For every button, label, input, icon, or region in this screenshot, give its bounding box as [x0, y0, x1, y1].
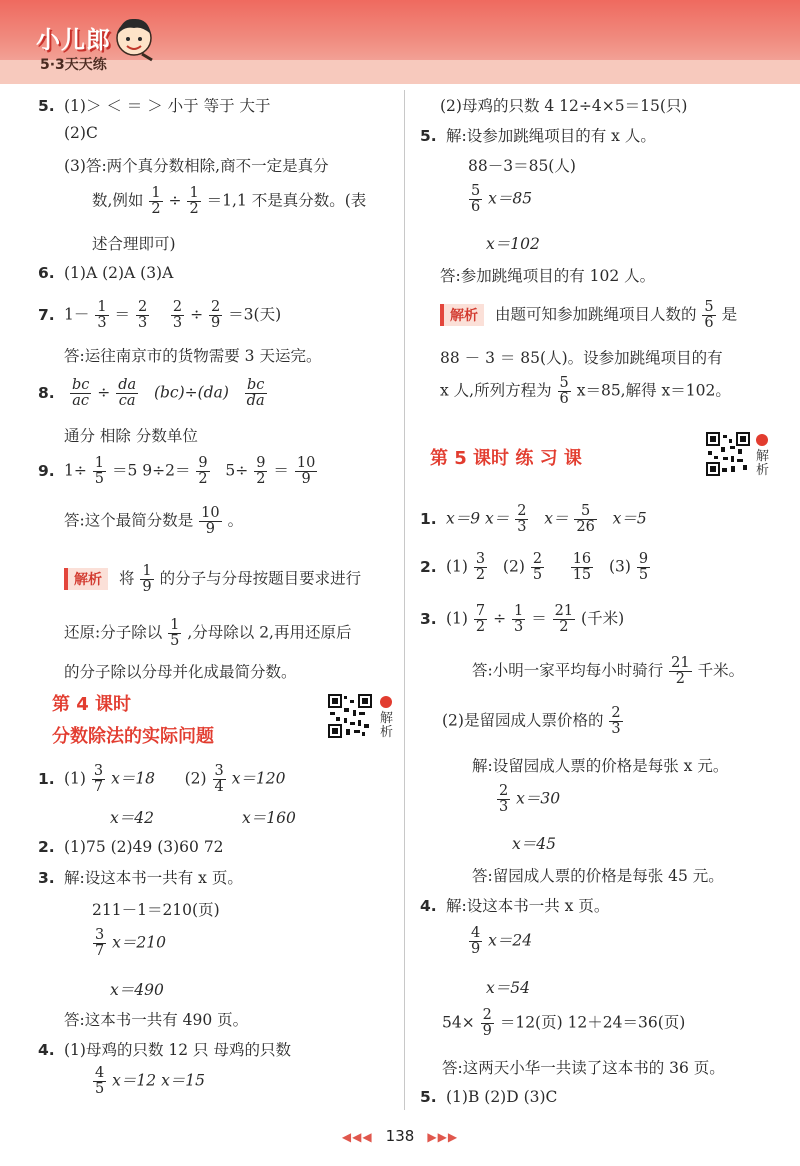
s5-q2-line: 2. (1) $\frac{3}{2}$ (2) $\frac{2}{5}$ $\frac{16}{15}$ (3) $\frac{9}{5}$	[420, 551, 649, 584]
fraction: $\frac{5}{6}$	[704, 299, 714, 332]
fraction: $\frac{1}{3}$	[514, 603, 524, 636]
fraction: $\frac{2}{3}$	[172, 299, 183, 332]
fraction: $\frac{4}{5}$	[95, 1065, 105, 1098]
r-q5-line4: x＝102	[486, 235, 540, 253]
fraction: $\frac{1}{5}$	[170, 617, 180, 650]
fraction: $\frac{5}{6}$	[471, 183, 481, 216]
page-number: 138	[385, 1127, 415, 1145]
s4-q3-line4: x＝490	[110, 981, 164, 999]
qr-label: 解 析	[756, 449, 770, 479]
fraction: $\frac{bc}{da}$	[246, 377, 265, 410]
fraction: $\frac{1}{2}$	[189, 185, 199, 218]
s5-q4-result: x＝54	[486, 979, 530, 997]
s5-q3-answer: 答:小明一家平均每小时骑行 $\frac{21}{2}$ 千米。	[472, 655, 745, 688]
analysis-tag: 解析	[440, 304, 484, 326]
brand-logo: 小儿郎	[36, 26, 111, 54]
s4-q4-line2: $\frac{4}{5}$ x＝12 x＝15	[95, 1065, 206, 1098]
section5-title: 第 5 课时 练 习 课	[430, 448, 582, 469]
fraction: $\frac{2}{9}$	[211, 299, 221, 332]
s5-q3-line: 3. (1) $\frac{7}{2}$ ÷ $\frac{1}{3}$ ＝ $\frac{21}{2}$ (千米)	[420, 603, 625, 636]
q7-answer: 答:运往南京市的货物需要 3 天运完。	[64, 347, 322, 365]
fraction: $\frac{1}{3}$	[97, 299, 107, 332]
r-q5-line: 5. 解:设参加跳绳项目的有 x 人。	[420, 127, 656, 145]
s5-q3-result: x＝45	[512, 835, 556, 853]
fraction: $\frac{2}{3}$	[517, 503, 527, 536]
brand-subtitle: 5·3天天练	[40, 57, 107, 73]
analysis-line1: 解析 将 $\frac{1}{9}$ 的分子与分母按题目要求进行	[64, 564, 361, 595]
r-q5-answer: 答:参加跳绳项目的有 102 人。	[440, 267, 656, 285]
fraction: $\frac{16}{15}$	[572, 551, 592, 584]
s5-q4-calc: 54× $\frac{2}{9}$ ＝12(页) 12＋24＝36(页)	[442, 1007, 686, 1040]
s5-q3-setup: 解:设留园成人票的价格是每张 x 元。	[472, 757, 729, 775]
s5-q4-equation: $\frac{4}{9}$ x＝24	[471, 925, 533, 958]
q5-line2: (2)C	[64, 124, 98, 142]
fraction: $\frac{2}{3}$	[499, 783, 509, 816]
fraction: $\frac{2}{9}$	[482, 1007, 492, 1040]
qr-code-icon[interactable]	[328, 694, 372, 738]
r-q5-line3: $\frac{5}{6}$ x＝85	[471, 183, 533, 216]
fraction: $\frac{21}{2}$	[554, 603, 574, 636]
play-arrow-icon	[380, 696, 392, 708]
s5-q3-answer2: 答:留园成人票的价格是每张 45 元。	[472, 867, 724, 885]
s4-q1-result2: x＝160	[242, 809, 296, 827]
s4-q3-line: 3. 解:设这本书一共有 x 页。	[38, 869, 243, 887]
r-q5-line2: 88－3＝85(人)	[468, 157, 576, 175]
prev-arrows-icon: ◀◀◀	[341, 1130, 373, 1144]
r-analysis-line2: 88 － 3 ＝ 85(人)。设参加跳绳项目的有	[440, 349, 723, 367]
fraction: $\frac{3}{2}$	[475, 551, 486, 584]
fraction: $\frac{5}{26}$	[576, 503, 595, 536]
fraction: $\frac{3}{4}$	[214, 763, 224, 796]
s4-q3-line2: 211－1＝210(页)	[92, 901, 220, 919]
q8-line: 8. $\frac{bc}{ac}$ ÷ $\frac{da}{ca}$ (bc)÷(da) $\frac{bc}{da}$	[38, 377, 265, 410]
play-arrow-icon	[756, 434, 768, 446]
fraction: $\frac{1}{9}$	[142, 563, 152, 596]
q7-line: 7. 1－ $\frac{1}{3}$ ＝ $\frac{2}{3}$ $\frac{2}{3}$ ÷ $\frac{2}{9}$ ＝3(天)	[38, 299, 282, 332]
q5-line1: 5. (1)＞ ＜ ＝ ＞ 小于 等于 大于	[38, 97, 271, 115]
r-analysis-line3: x 人,所列方程为 $\frac{5}{6}$ x＝85,解得 x＝102。	[440, 375, 731, 408]
fraction: $\frac{9}{5}$	[638, 551, 649, 584]
analysis-tag: 解析	[64, 568, 108, 590]
fraction: $\frac{9}{2}$	[198, 455, 208, 488]
fraction: $\frac{bc}{ac}$	[71, 377, 90, 410]
fraction: $\frac{2}{3}$	[137, 299, 148, 332]
q8-words: 通分 相除 分数单位	[64, 427, 198, 445]
header-banner	[0, 0, 800, 84]
s4-q3-answer: 答:这本书一共有 490 页。	[64, 1011, 249, 1029]
s5-q1-line: 1. x＝9 x＝ $\frac{2}{3}$ x＝ $\frac{5}{26}$ x＝5	[420, 503, 647, 536]
s5-q4-answer: 答:这两天小华一共读了这本书的 36 页。	[442, 1059, 725, 1077]
fraction: $\frac{10}{9}$	[296, 455, 316, 488]
s5-q5-line: 5. (1)B (2)D (3)C	[420, 1088, 558, 1106]
r-line1: (2)母鸡的只数 4 12÷4×5＝15(只)	[440, 97, 688, 115]
analysis-line3: 的分子除以分母并化成最简分数。	[64, 663, 297, 681]
next-arrows-icon: ▶▶▶	[427, 1130, 459, 1144]
section4-title: 第 4 课时	[52, 694, 132, 715]
s4-q3-line3: $\frac{3}{7}$ x＝210	[95, 927, 166, 960]
analysis-line2: 还原:分子除以 $\frac{1}{5}$ ,分母除以 2,再用还原后	[64, 617, 352, 650]
s5-q3-part2: (2)是留园成人票价格的 $\frac{2}{3}$	[442, 705, 621, 738]
q5-line5: 述合理即可)	[92, 235, 176, 253]
s4-q1-line: 1. (1) $\frac{3}{7}$ x＝18 (2) $\frac{3}{4}$ x＝120	[38, 763, 286, 796]
q9-line: 9. 1÷ $\frac{1}{5}$ ＝5 9÷2＝ $\frac{9}{2}$ 5÷ $\frac{9}{2}$ ＝ $\frac{10}{9}$	[38, 455, 316, 488]
qr-code-icon[interactable]	[706, 432, 750, 476]
s5-q4-line: 4. 解:设这本书一共 x 页。	[420, 897, 610, 915]
fraction: $\frac{3}{7}$	[95, 927, 105, 960]
fraction: $\frac{21}{2}$	[671, 655, 690, 688]
fraction: $\frac{9}{2}$	[256, 455, 266, 488]
section4-subtitle: 分数除法的实际问题	[52, 726, 214, 747]
fraction: $\frac{2}{3}$	[611, 705, 621, 738]
qr-label: 解 析	[380, 711, 394, 741]
fraction: $\frac{2}{5}$	[532, 551, 543, 584]
s4-q1-result1: x＝42	[110, 809, 154, 827]
q6-line: 6. (1)A (2)A (3)A	[38, 264, 174, 282]
mascot-icon	[112, 14, 156, 64]
q5-line3: (3)答:两个真分数相除,商不一定是真分	[64, 157, 329, 175]
s4-q2-line: 2. (1)75 (2)49 (3)60 72	[38, 838, 224, 856]
s4-q4-line: 4. (1)母鸡的只数 12 只 母鸡的只数	[38, 1041, 291, 1059]
q5-line4: 数,例如 $\frac{1}{2}$ ÷ $\frac{1}{2}$ ＝1,1 不是真分数。(表	[92, 185, 367, 218]
s5-q3-equation: $\frac{2}{3}$ x＝30	[499, 783, 561, 816]
column-divider	[404, 90, 405, 1110]
fraction: $\frac{1}{2}$	[151, 185, 161, 218]
fraction: $\frac{7}{2}$	[475, 603, 486, 636]
fraction: $\frac{4}{9}$	[471, 925, 481, 958]
r-analysis-line1: 解析 由题可知参加跳绳项目人数的 $\frac{5}{6}$ 是	[440, 300, 737, 331]
q9-answer: 答:这个最简分数是 $\frac{10}{9}$ 。	[64, 505, 244, 538]
page-footer	[0, 1126, 800, 1145]
fraction: $\frac{3}{7}$	[93, 763, 104, 796]
fraction: $\frac{5}{6}$	[559, 375, 569, 408]
fraction: $\frac{1}{5}$	[94, 455, 105, 488]
fraction: $\frac{10}{9}$	[201, 505, 220, 538]
fraction: $\frac{da}{ca}$	[118, 377, 137, 410]
